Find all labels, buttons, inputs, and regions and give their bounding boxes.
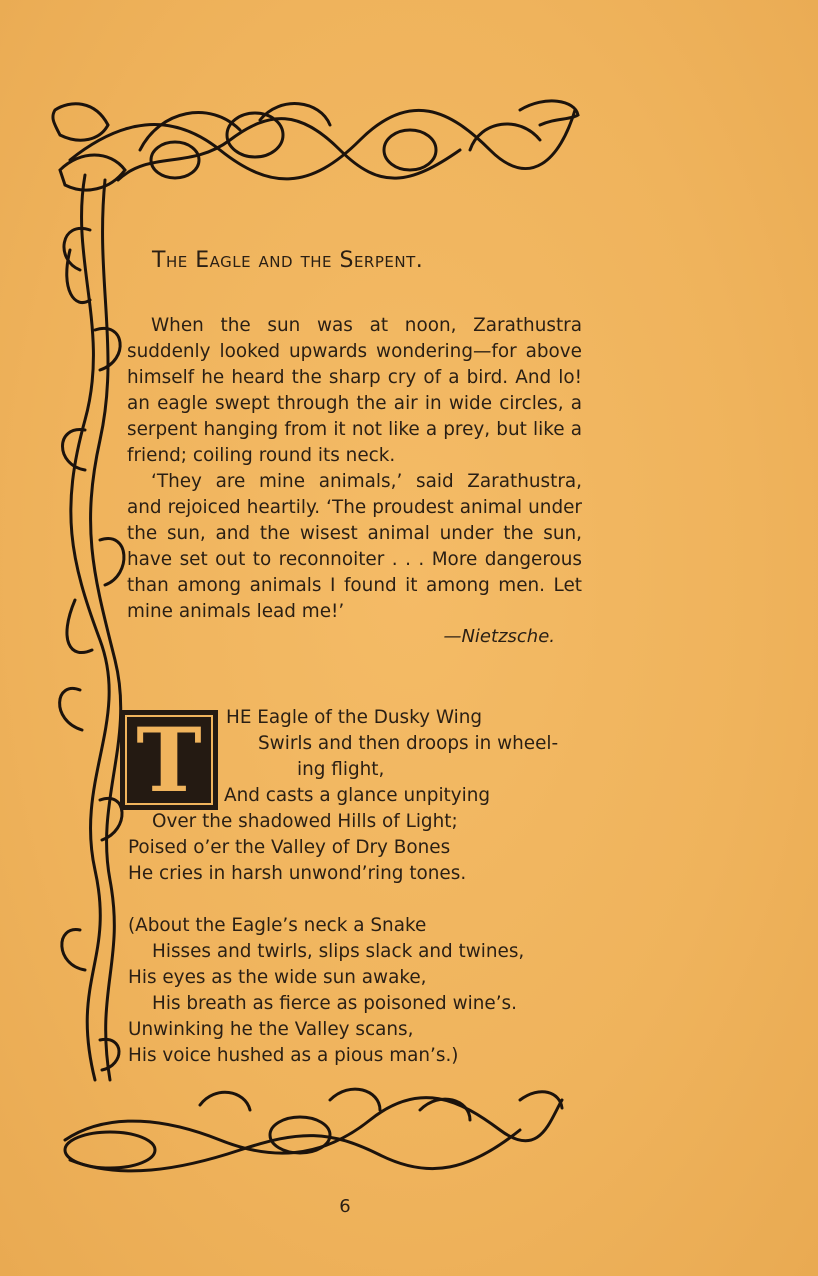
attribution: —Nietzsche. [443, 626, 555, 647]
poem-line: His eyes as the wide sun awake, [128, 967, 427, 988]
poem-line: His voice hushed as a pious man’s.) [128, 1045, 459, 1066]
poem-line: Swirls and then droops in wheel- [258, 733, 559, 754]
drop-cap-letter: T [136, 708, 202, 812]
poem-line: Over the shadowed Hills of Light; [152, 811, 458, 832]
poem-line: Poised o’er the Valley of Dry Bones [128, 837, 451, 858]
poem-line: And casts a glance unpitying [224, 785, 491, 806]
poem-line: (About the Eagle’s neck a Snake [128, 915, 427, 936]
poem-line: Unwinking he the Valley scans, [128, 1019, 414, 1040]
page-number: 6 [339, 1196, 351, 1217]
drop-cap-frame [125, 715, 213, 805]
drop-cap-ornament [120, 710, 218, 810]
poem-line: HE Eagle of the Dusky Wing [226, 707, 483, 728]
poem-line: His breath as fierce as poisoned wine’s. [152, 993, 517, 1014]
epigraph-paragraph-2: ‘They are mine animals,’ said Zarathustra, and rejoiced heartily. ‘The proudest animal under the sun, and the wisest animal under the sun, have set out to reconnoiter . . . More dangerous than among animals I found it among men. Let mine animals lead me!’ [127, 471, 582, 622]
poem-line: ing flight, [297, 759, 385, 780]
epigraph-prose [127, 313, 582, 625]
poem-line: Hisses and twirls, slips slack and twines, [152, 941, 525, 962]
page-title: The Eagle and the Serpent. [152, 248, 424, 273]
epigraph-paragraph-1: When the sun was at noon, Zarathustra suddenly looked upwards wondering—for above himself he heard the sharp cry of a bird. And lo! an eagle swept through the air in wide circles, a serpent hanging from it not like a prey, but like a friend; coiling round its neck. [127, 315, 582, 466]
poem-line: He cries in harsh unwond’ring tones. [128, 863, 467, 884]
